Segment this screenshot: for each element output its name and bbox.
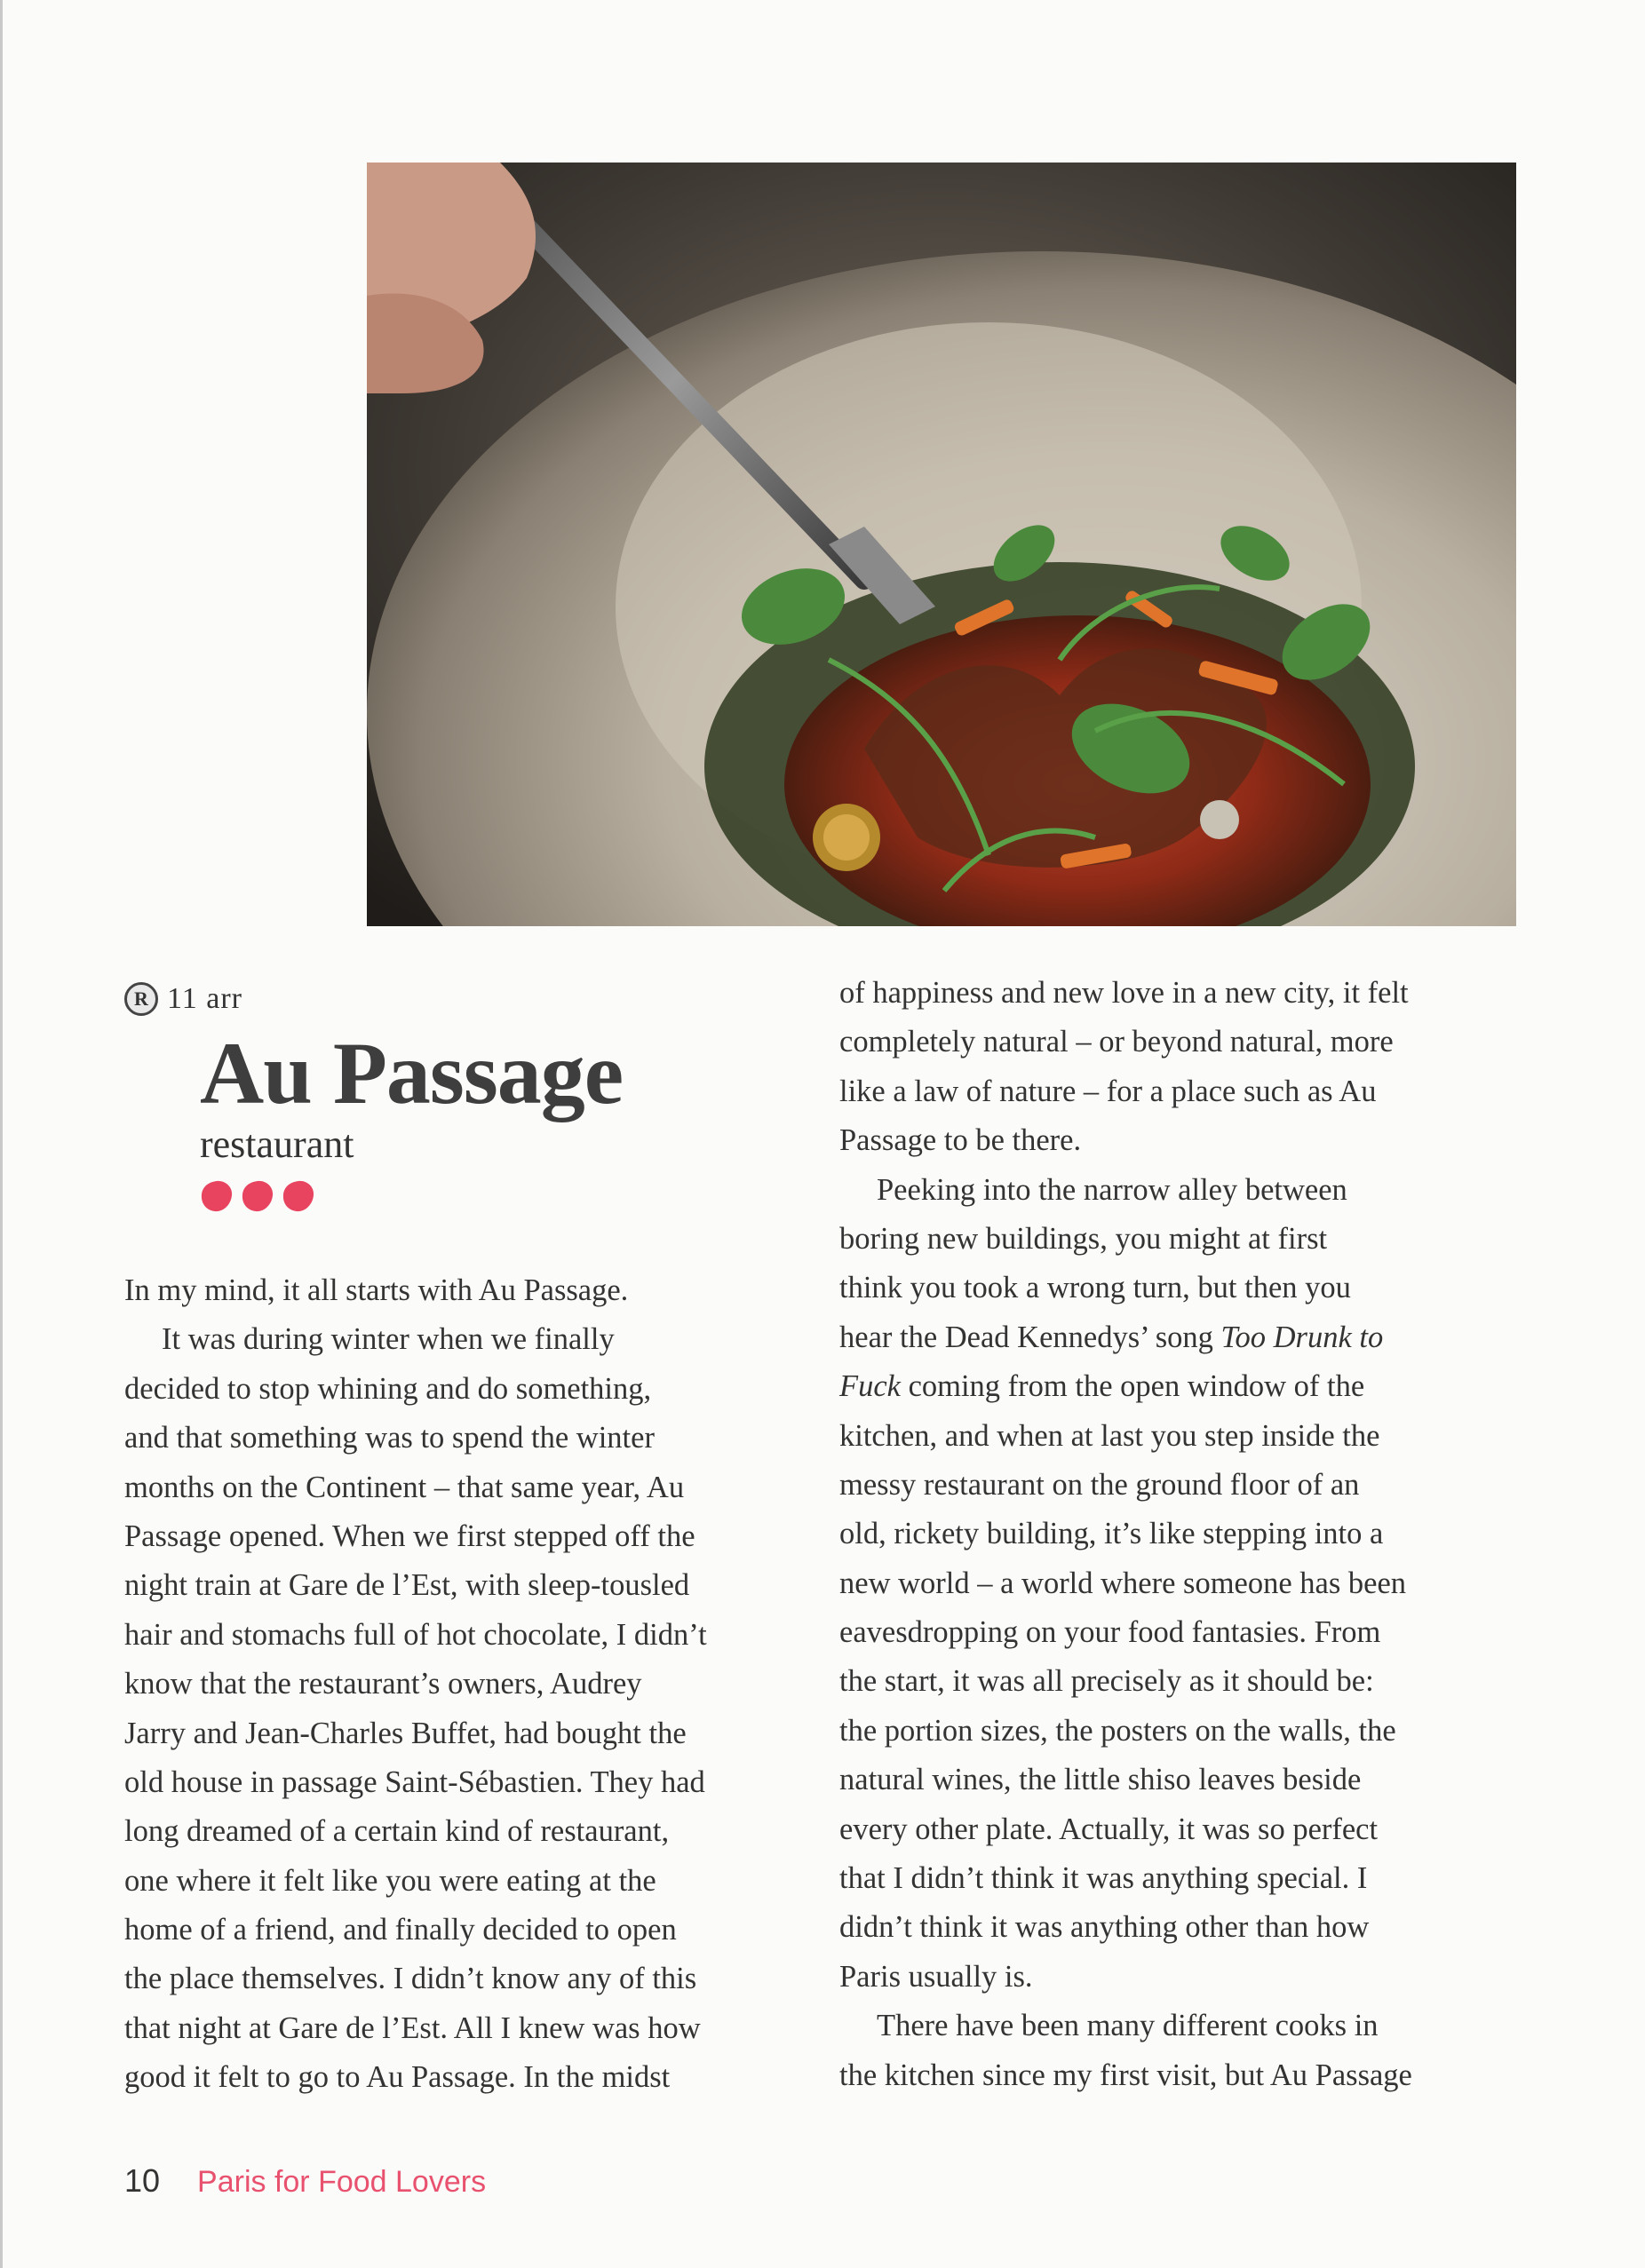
left-column-line: one where it felt like you were eating at the xyxy=(124,1863,656,1898)
rating-dot-icon xyxy=(239,1178,276,1215)
price-rating xyxy=(198,1174,746,1218)
right-column-line: every other plate. Actually, it was so perfect xyxy=(839,1812,1379,1846)
left-column-line: the place themselves. I didn’t know any of this xyxy=(124,1962,697,1996)
left-column-line: In my mind, it all starts with Au Passage. xyxy=(124,1273,629,1307)
right-column-line: Passage to be there. xyxy=(839,1123,1082,1158)
right-column-line: the kitchen since my first visit, but Au Passage xyxy=(839,2058,1412,2092)
left-column-line: home of a friend, and finally decided to open xyxy=(124,1913,677,1947)
song-title: Fuck xyxy=(839,1369,901,1404)
food-photo xyxy=(367,163,1516,926)
listing-heading xyxy=(124,977,746,1218)
left-column-line: It was during winter when we finally xyxy=(162,1322,615,1357)
song-title: Too Drunk to xyxy=(1220,1320,1384,1354)
page-number: 10 xyxy=(124,2162,161,2199)
right-column-line: of happiness and new love in a new city, it felt xyxy=(839,976,1409,1010)
left-column-line: hair and stomachs full of hot chocolate, I didn’t xyxy=(124,1617,707,1652)
right-column-line: think you took a wrong turn, but then you xyxy=(839,1271,1351,1305)
left-column-line: good it felt to go to Au Passage. In the midst xyxy=(124,2060,671,2095)
right-column-line: kitchen, and when at last you step inside the xyxy=(839,1418,1380,1453)
right-column-line: Peeking into the narrow alley between xyxy=(877,1172,1347,1207)
right-column-line: natural wines, the little shiso leaves beside xyxy=(839,1763,1362,1797)
book-title: Paris for Food Lovers xyxy=(197,2165,487,2199)
right-column-line: There have been many different cooks in xyxy=(877,2009,1379,2043)
left-column-line: and that something was to spend the winter xyxy=(124,1421,655,1455)
left-column-line: long dreamed of a certain kind of restaurant, xyxy=(124,1814,670,1849)
left-column-line: months on the Continent – that same year, Au xyxy=(124,1470,685,1504)
left-column-line: know that the restaurant’s owners, Audrey xyxy=(124,1667,642,1701)
left-column-line: night train at Gare de l’Est, with sleep-tousled xyxy=(124,1568,690,1603)
right-column-line: old, rickety building, it’s like stepping into a xyxy=(839,1517,1384,1551)
right-column-line: didn’t think it was anything other than how xyxy=(839,1910,1370,1945)
left-column-line: decided to stop whining and do something, xyxy=(124,1371,652,1406)
right-column-line: eavesdropping on your food fantasies. From xyxy=(839,1615,1381,1650)
right-column-line: like a law of nature – for a place such as Au xyxy=(839,1074,1377,1108)
restaurant-name: Au Passage xyxy=(200,1024,624,1122)
right-column-line: Paris usually is. xyxy=(839,1959,1033,1994)
right-column xyxy=(839,969,1514,2100)
left-column-line: Passage opened. When we first stepped off the xyxy=(124,1519,695,1553)
arrondissement-line xyxy=(124,977,746,1021)
arrondissement-label: 11 arr xyxy=(167,982,242,1015)
right-column-line: messy restaurant on the ground floor of an xyxy=(839,1467,1360,1502)
right-column-line: new world – a world where someone has been xyxy=(839,1566,1407,1600)
right-column-line: the portion sizes, the posters on the walls, the xyxy=(839,1713,1396,1748)
restaurant-badge-icon: R xyxy=(124,982,158,1016)
page-edge xyxy=(0,0,3,2268)
right-column-line: that I didn’t think it was anything special. I xyxy=(839,1861,1368,1896)
left-column-line: that night at Gare de l’Est. All I knew was how xyxy=(124,2010,701,2045)
rating-dot-icon xyxy=(280,1178,317,1215)
left-column-line: Jarry and Jean-Charles Buffet, had bought the xyxy=(124,1716,687,1750)
right-column-line: completely natural – or beyond natural, more xyxy=(839,1025,1394,1059)
right-column-line: Fuck coming from the open window of the xyxy=(839,1369,1365,1404)
page-footer xyxy=(124,2162,486,2200)
right-column-line: the start, it was all precisely as it should be: xyxy=(839,1664,1374,1699)
food-photo-icon xyxy=(367,163,1516,926)
rating-dot-icon xyxy=(198,1178,235,1215)
left-column xyxy=(124,1266,799,2103)
right-column-line: hear the Dead Kennedys’ song Too Drunk to xyxy=(839,1320,1384,1354)
left-column-line: old house in passage Saint-Sébastien. They had xyxy=(124,1764,705,1799)
restaurant-category: restaurant xyxy=(200,1122,354,1166)
right-column-line: boring new buildings, you might at first xyxy=(839,1221,1328,1256)
